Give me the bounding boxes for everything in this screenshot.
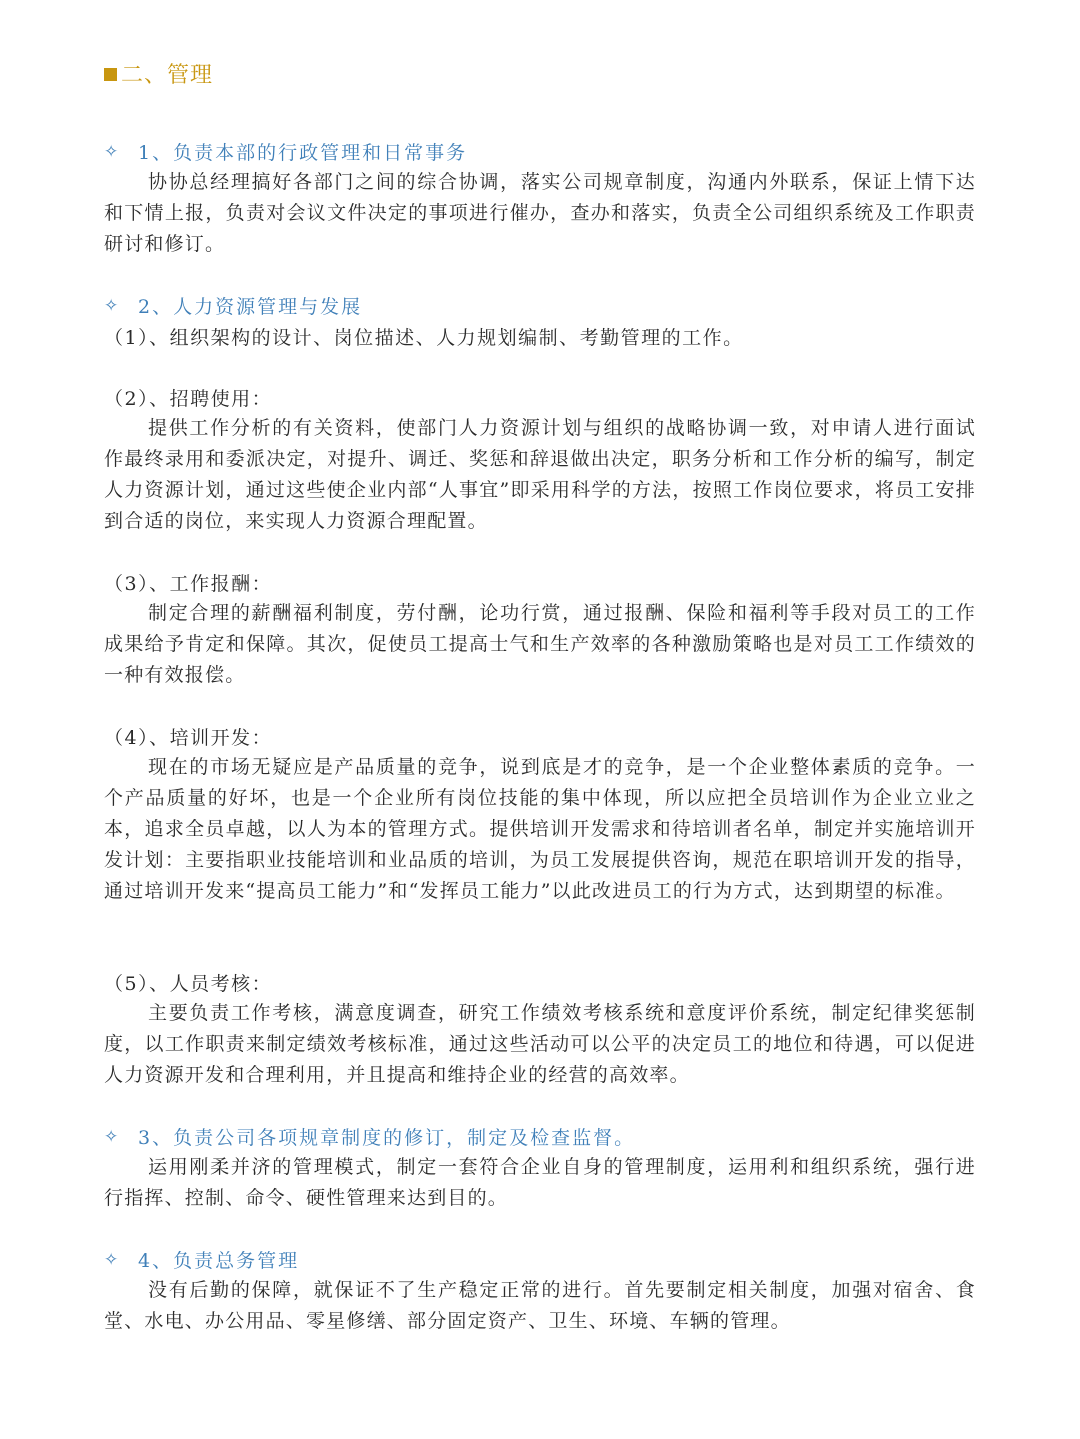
section-4-heading [104, 1246, 299, 1273]
star-bullet-icon: ✧ [104, 295, 121, 316]
subsection-2-label: （2）、招聘使用： [104, 388, 273, 410]
star-bullet-icon: ✧ [104, 1249, 121, 1270]
section-1-paragraph: 协协总经理搞好各部门之间的综合协调，落实公司规章制度，沟通内外联系，保证上情下达和下情上报，负责对会议文件决定的事项进行催办，查办和落实，负责全公司组织系统及工作职责研讨和修订。 [104, 171, 976, 255]
page-title-text: 二、管理 [121, 63, 214, 88]
subsection-1-label: （1）、组织架构的设计、岗位描述、人力规划编制、考勤管理的工作。 [104, 327, 744, 349]
section-3-title: 3、负责公司各项规章制度的修订，制定及检查监督。 [138, 1127, 636, 1149]
star-bullet-icon: ✧ [104, 1126, 121, 1147]
subsection-4-label: （4）、培训开发： [104, 727, 273, 749]
square-bullet-icon [104, 68, 117, 81]
section-2-title: 2、人力资源管理与发展 [138, 296, 363, 318]
section-2-heading [104, 292, 362, 319]
section-1-title: 1、负责本部的行政管理和日常事务 [138, 142, 468, 164]
section-4-title: 4、负责总务管理 [138, 1250, 300, 1272]
section-3-paragraph: 运用刚柔并济的管理模式，制定一套符合企业自身的管理制度，运用利和组织系统，强行进行指挥、控制、命令、硬性管理来达到目的。 [104, 1156, 976, 1209]
subsection-2-paragraph: 提供工作分析的有关资料，使部门人力资源计划与组织的战略协调一致，对申请人进行面试作最终录用和委派决定，对提升、调迁、奖惩和辞退做出决定，职务分析和工作分析的编写，制定人力资源计划，通过这些使企业内部“人事宜”即采用科学的方法，按照工作岗位要求，将员工安排到合适的岗位，来实现人力资源合理配置。 [104, 417, 976, 532]
subsection-5-paragraph: 主要负责工作考核，满意度调查，研究工作绩效考核系统和意度评价系统，制定纪律奖惩制度，以工作职责来制定绩效考核标准，通过这些活动可以公平的决定员工的地位和待遇，可以促进人力资源开发和合理利用，并且提高和维持企业的经营的高效率。 [104, 1002, 976, 1086]
section-4-paragraph: 没有后勤的保障，就保证不了生产稳定正常的进行。首先要制定相关制度，加强对宿舍、食堂、水电、办公用品、零星修缮、部分固定资产、卫生、环境、车辆的管理。 [104, 1279, 976, 1332]
subsection-3-paragraph: 制定合理的薪酬福利制度，劳付酬，论功行赏，通过报酬、保险和福利等手段对员工的工作成果给予肯定和保障。其次，促使员工提高士气和生产效率的各种激励策略也是对员工工作绩效的一种有效报偿。 [104, 602, 976, 686]
subsection-4-paragraph: 现在的市场无疑应是产品质量的竞争，说到底是才的竞争，是一个企业整体素质的竞争。一个产品质量的好坏，也是一个企业所有岗位技能的集中体现，所以应把全员培训作为企业立业之本，追求全员卓越，以人为本的管理方式。提供培训开发需求和待培训者名单，制定并实施培训开发计划：主要指职业技能培训和业品质的培训，为员工发展提供咨询，规范在职培训开发的指导，通过培训开发来“提高员工能力”和“发挥员工能力”以此改进员工的行为方式，达到期望的标准。 [104, 756, 976, 902]
page-title [104, 58, 213, 89]
section-1-heading [104, 138, 467, 165]
star-bullet-icon: ✧ [104, 141, 121, 162]
subsection-5-label: （5）、人员考核： [104, 973, 273, 995]
subsection-3-label: （3）、工作报酬： [104, 573, 273, 595]
section-3-heading [104, 1123, 635, 1150]
